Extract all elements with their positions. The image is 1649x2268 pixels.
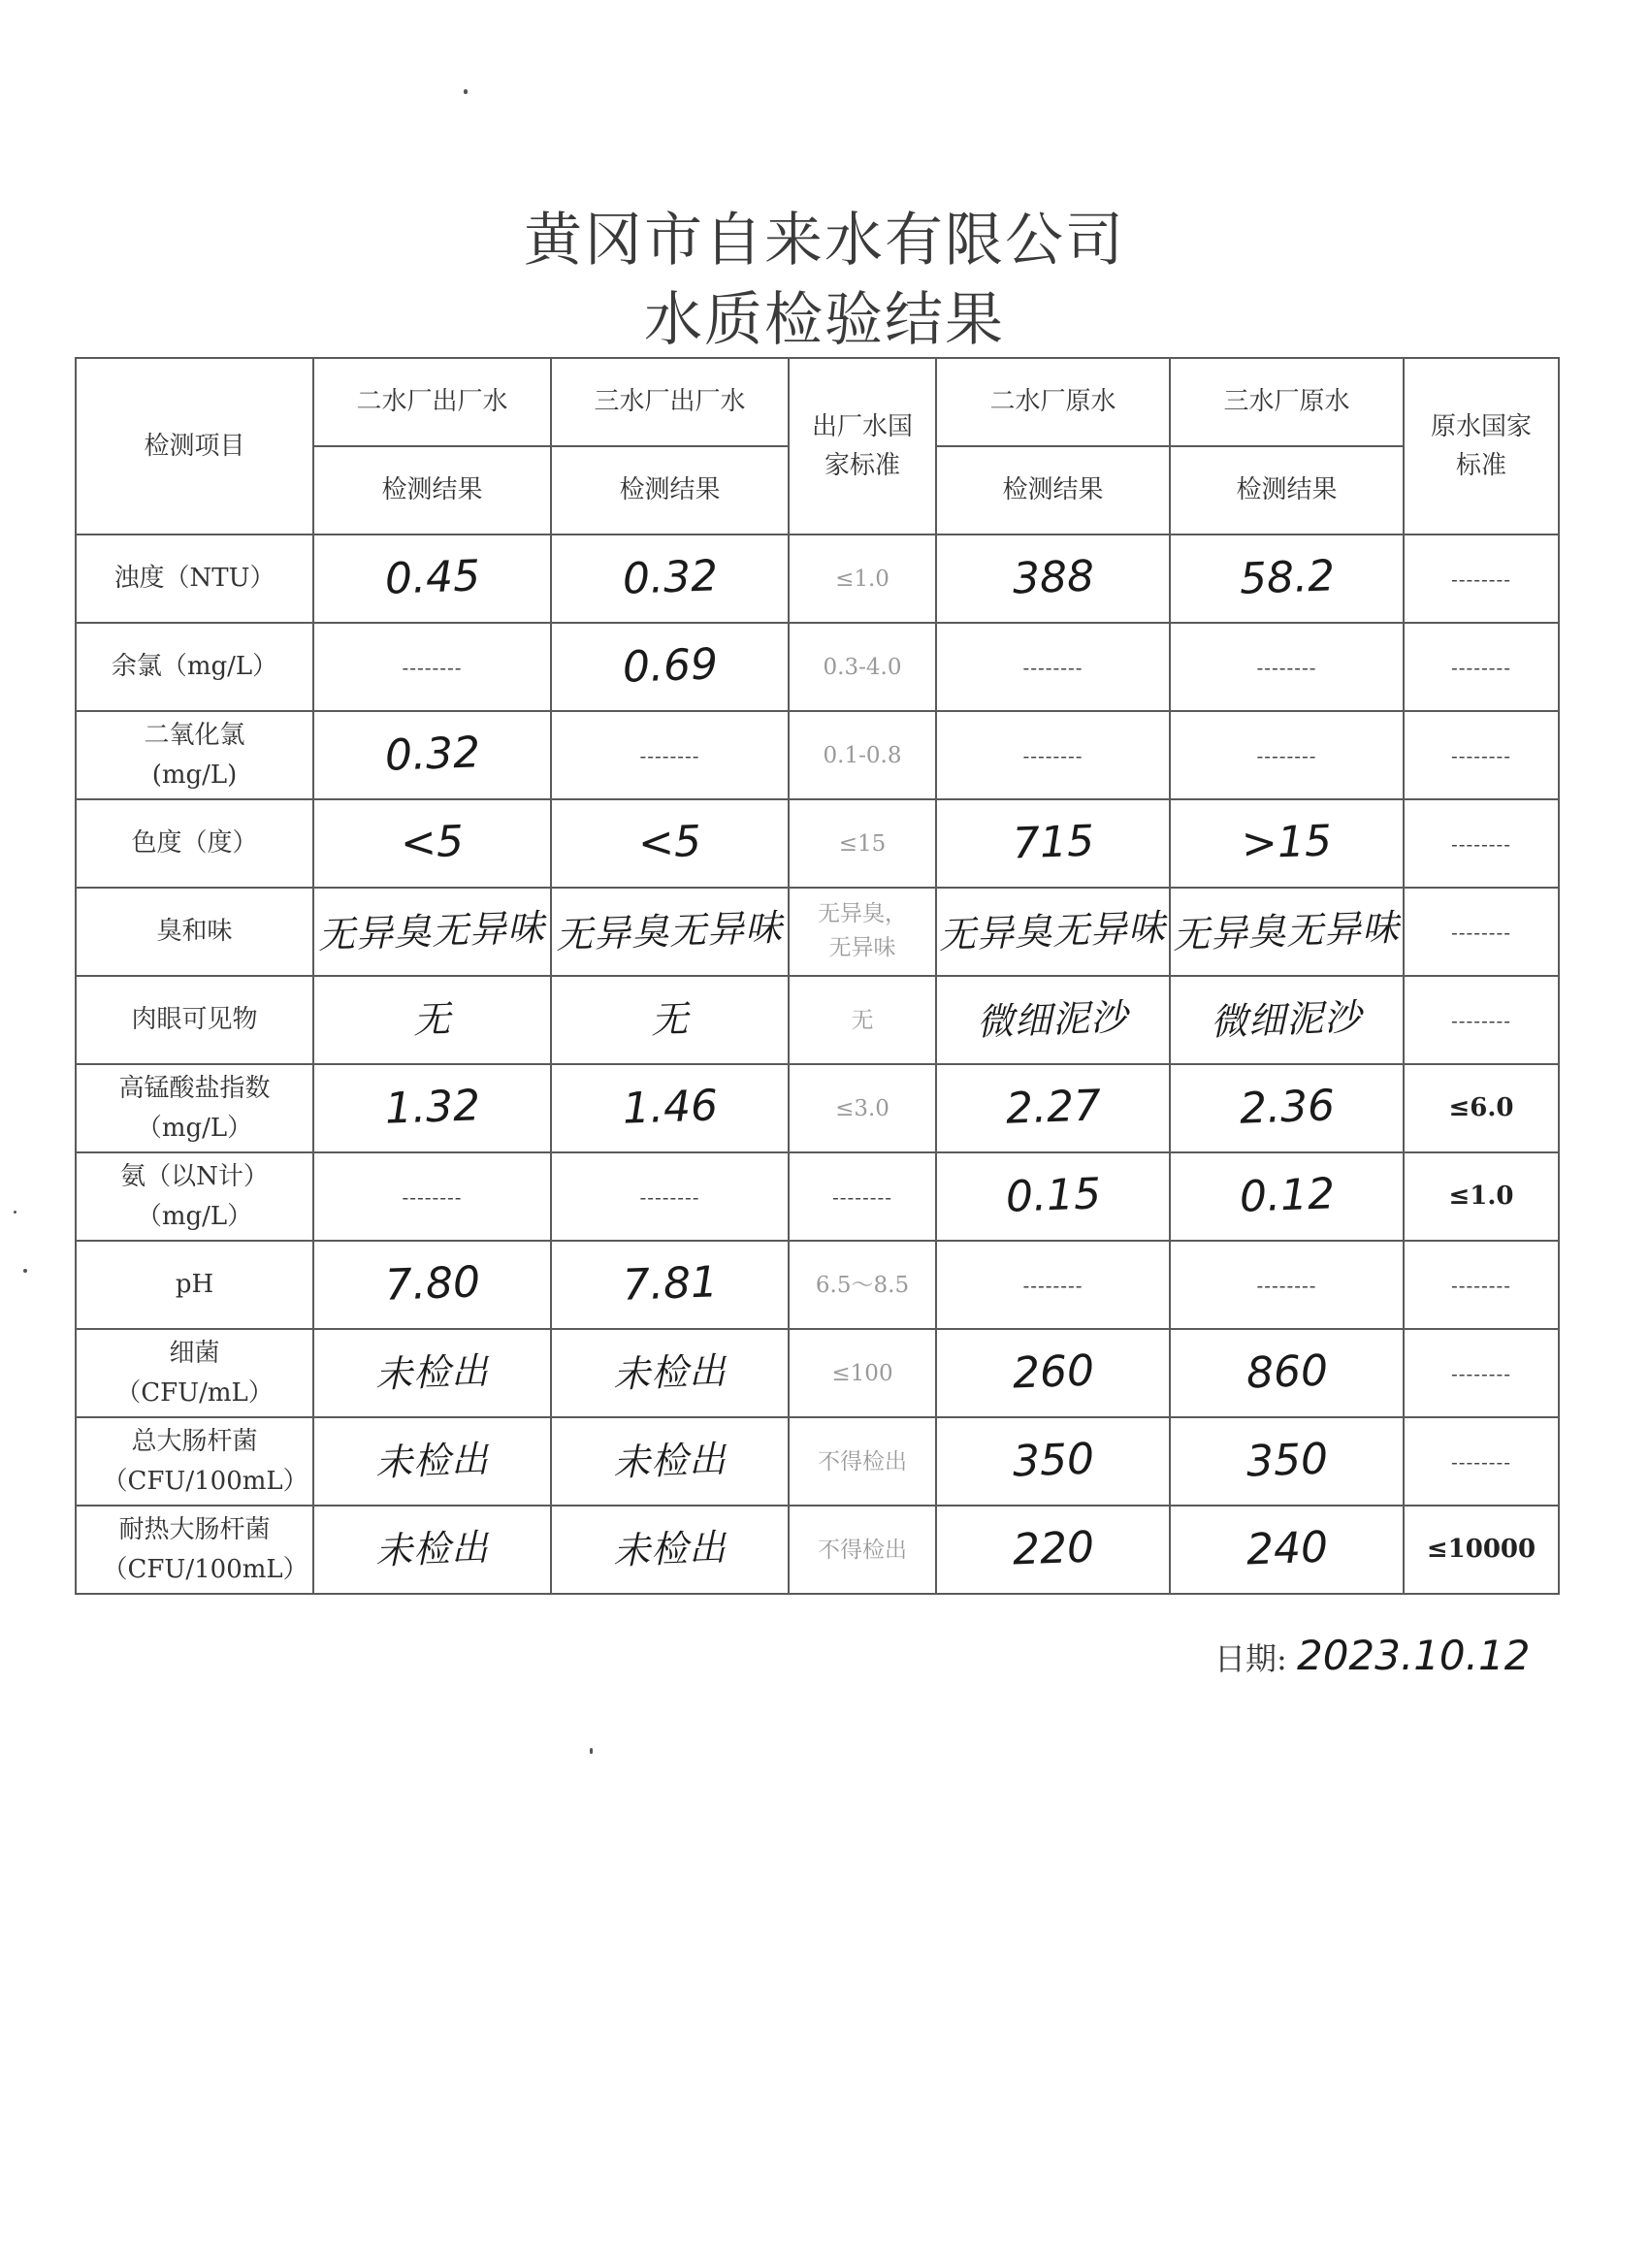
table-body — [76, 535, 1559, 1594]
cell-p3-raw — [1170, 799, 1404, 888]
cell-value: -------- — [639, 744, 700, 768]
cell-p2-out — [313, 1329, 551, 1417]
cell-value: -------- — [1450, 1274, 1512, 1298]
cell-p2-raw — [936, 711, 1170, 799]
cell-p3-out — [551, 888, 789, 976]
cell-item — [76, 623, 313, 711]
cell-p2-out — [313, 1064, 551, 1152]
cell-value: -------- — [1450, 921, 1512, 945]
cell-item — [76, 1417, 313, 1506]
cell-p2-raw — [936, 1506, 1170, 1594]
cell-out-std — [789, 1506, 936, 1594]
cell-value: -------- — [639, 1185, 700, 1210]
cell-value: 1.46 — [621, 1081, 719, 1135]
header-plant3-out: 三水厂出厂水 — [551, 358, 789, 446]
cell-p3-raw — [1170, 711, 1404, 799]
cell-value: -------- — [1450, 1009, 1512, 1033]
cell-out-std — [789, 1241, 936, 1329]
cell-raw-std — [1404, 711, 1559, 799]
cell-value: 未检出 — [374, 1526, 490, 1573]
cell-p2-out — [313, 1417, 551, 1506]
cell-p2-raw — [936, 1417, 1170, 1506]
cell-value: -------- — [402, 1185, 463, 1210]
cell-raw-std — [1404, 888, 1559, 976]
cell-value: 0.69 — [621, 639, 719, 694]
header-plant2-raw: 二水厂原水 — [936, 358, 1170, 446]
table-row — [76, 623, 1559, 711]
cell-value: ≤1.0 — [835, 567, 889, 593]
cell-p3-raw — [1170, 1152, 1404, 1241]
date-label: 日期: — [1214, 1640, 1287, 1677]
cell-value: -------- — [1450, 656, 1512, 680]
cell-value: 0.32 — [621, 551, 719, 605]
header-plant2-out: 二水厂出厂水 — [313, 358, 551, 446]
cell-item — [76, 1329, 313, 1417]
cell-value: 不得检出 — [818, 1538, 907, 1564]
cell-value: 58.2 — [1238, 551, 1336, 605]
cell-value: 260 — [1011, 1345, 1095, 1399]
cell-p2-out — [313, 623, 551, 711]
cell-value: 0.3-4.0 — [823, 655, 902, 681]
cell-item — [76, 799, 313, 888]
cell-value: 0.12 — [1238, 1169, 1336, 1223]
cell-value: 无 — [851, 1008, 874, 1034]
cell-value: 未检出 — [612, 1349, 728, 1397]
cell-raw-std — [1404, 1241, 1559, 1329]
cell-value: 7.80 — [383, 1257, 481, 1312]
cell-p3-raw — [1170, 1417, 1404, 1506]
cell-value: ≤1.0 — [1448, 1182, 1514, 1212]
date — [1214, 1632, 1530, 1679]
cell-p2-out — [313, 711, 551, 799]
cell-value: ≤3.0 — [835, 1096, 889, 1122]
cell-p2-out — [313, 1152, 551, 1241]
item-label: 细菌（CFU/mL） — [115, 1339, 274, 1408]
report-title: 水质检验结果 — [644, 286, 1005, 354]
cell-value: -------- — [1256, 656, 1317, 680]
cell-out-std — [789, 1152, 936, 1241]
cell-raw-std — [1404, 799, 1559, 888]
cell-p3-raw — [1170, 623, 1404, 711]
cell-p3-raw — [1170, 1506, 1404, 1594]
date-value: 2023.10.12 — [1296, 1632, 1531, 1679]
cell-value: 7.81 — [621, 1257, 719, 1312]
cell-value: -------- — [1450, 744, 1512, 768]
cell-value: 微细泥沙 — [1210, 995, 1364, 1044]
cell-p2-out — [313, 1506, 551, 1594]
header-raw-std — [1404, 358, 1559, 535]
cell-item — [76, 888, 313, 976]
cell-out-std — [789, 976, 936, 1064]
item-label: 浊度（NTU） — [113, 564, 275, 594]
cell-value: -------- — [1256, 1274, 1317, 1298]
cell-out-std — [789, 623, 936, 711]
cell-item — [76, 535, 313, 623]
cell-value: 0.32 — [383, 728, 481, 782]
item-label: 耐热大肠杆菌（CFU/100mL） — [102, 1515, 308, 1584]
cell-value: 350 — [1011, 1434, 1095, 1487]
item-label: 余氯（mg/L） — [111, 652, 278, 682]
cell-p3-raw — [1170, 535, 1404, 623]
cell-raw-std — [1404, 1417, 1559, 1506]
cell-out-std — [789, 1064, 936, 1152]
cell-p2-raw — [936, 535, 1170, 623]
cell-value: 240 — [1245, 1522, 1329, 1575]
cell-value: -------- — [402, 656, 463, 680]
cell-p3-out — [551, 535, 789, 623]
cell-p3-raw — [1170, 1241, 1404, 1329]
cell-value: -------- — [1450, 832, 1512, 857]
cell-value: <5 — [637, 817, 702, 869]
cell-p2-raw — [936, 976, 1170, 1064]
cell-item — [76, 1241, 313, 1329]
cell-p2-out — [313, 888, 551, 976]
cell-p2-raw — [936, 1241, 1170, 1329]
cell-value: ≤15 — [838, 831, 887, 858]
header-out-std-label: 出厂水国家标准 — [811, 411, 913, 480]
cell-p3-raw — [1170, 1329, 1404, 1417]
cell-value: >15 — [1241, 816, 1333, 870]
cell-item — [76, 1506, 313, 1594]
cell-p3-out — [551, 711, 789, 799]
cell-value: -------- — [1022, 656, 1083, 680]
cell-value: 无异臭无异味 — [317, 905, 547, 957]
cell-value: 350 — [1245, 1434, 1329, 1487]
cell-value: -------- — [1450, 567, 1512, 592]
sub-result: 检测结果 — [313, 446, 551, 535]
cell-value: 860 — [1245, 1345, 1329, 1399]
cell-p2-raw — [936, 1152, 1170, 1241]
item-label: 总大肠杆菌（CFU/100mL） — [102, 1427, 308, 1496]
cell-raw-std — [1404, 1064, 1559, 1152]
cell-p2-raw — [936, 799, 1170, 888]
table-row — [76, 1506, 1559, 1594]
cell-item — [76, 1152, 313, 1241]
cell-p3-raw — [1170, 1064, 1404, 1152]
company-name: 黄冈市自来水有限公司 — [524, 207, 1125, 275]
cell-p2-raw — [936, 1329, 1170, 1417]
table-row — [76, 888, 1559, 976]
cell-p2-raw — [936, 623, 1170, 711]
cell-value: 未检出 — [374, 1438, 490, 1485]
cell-out-std — [789, 888, 936, 976]
cell-raw-std — [1404, 1329, 1559, 1417]
table-row — [76, 799, 1559, 888]
cell-value: -------- — [1022, 1274, 1083, 1298]
cell-value: -------- — [1022, 744, 1083, 768]
cell-value: 无异臭，无异味 — [818, 900, 907, 961]
cell-p2-raw — [936, 1064, 1170, 1152]
cell-value: 2.36 — [1238, 1081, 1336, 1135]
table-row — [76, 1064, 1559, 1152]
sub-result: 检测结果 — [1170, 446, 1404, 535]
cell-out-std — [789, 535, 936, 623]
cell-p3-out — [551, 1506, 789, 1594]
header-plant3-raw: 三水厂原水 — [1170, 358, 1404, 446]
cell-value: 220 — [1011, 1522, 1095, 1575]
cell-out-std — [789, 799, 936, 888]
item-label: 色度（度） — [131, 828, 258, 859]
cell-value: ≤6.0 — [1448, 1093, 1514, 1123]
cell-raw-std — [1404, 976, 1559, 1064]
cell-value: 388 — [1011, 551, 1095, 604]
cell-value: 无 — [650, 997, 690, 1042]
cell-p3-raw — [1170, 888, 1404, 976]
sub-result: 检测结果 — [551, 446, 789, 535]
header-out-std — [789, 358, 936, 535]
cell-p3-out — [551, 1417, 789, 1506]
cell-value: 无 — [412, 997, 452, 1042]
cell-item — [76, 976, 313, 1064]
item-label: 二氧化氯(mg/L) — [144, 721, 245, 790]
item-label: 臭和味 — [156, 917, 233, 947]
cell-p3-out — [551, 1152, 789, 1241]
cell-p3-out — [551, 1329, 789, 1417]
cell-p2-out — [313, 535, 551, 623]
cell-value: 715 — [1011, 816, 1095, 869]
cell-p3-out — [551, 1241, 789, 1329]
sub-result: 检测结果 — [936, 446, 1170, 535]
cell-value: -------- — [831, 1185, 893, 1210]
cell-value: -------- — [1256, 744, 1317, 768]
cell-p3-raw — [1170, 976, 1404, 1064]
cell-p3-out — [551, 799, 789, 888]
table-row — [76, 976, 1559, 1064]
item-label: pH — [175, 1270, 214, 1300]
cell-value: 6.5～8.5 — [815, 1273, 910, 1299]
cell-value: ≤10000 — [1426, 1535, 1536, 1565]
cell-item — [76, 1064, 313, 1152]
header-raw-std-label: 原水国家标准 — [1430, 411, 1532, 480]
cell-p3-out — [551, 976, 789, 1064]
cell-value: 未检出 — [612, 1438, 728, 1485]
cell-out-std — [789, 1417, 936, 1506]
cell-value: 0.1-0.8 — [823, 743, 902, 769]
cell-p3-out — [551, 1064, 789, 1152]
cell-value: 2.27 — [1004, 1081, 1102, 1135]
header-item: 检测项目 — [76, 358, 313, 535]
cell-raw-std — [1404, 1152, 1559, 1241]
cell-value: -------- — [1450, 1362, 1512, 1386]
cell-value: <5 — [400, 817, 465, 869]
cell-p2-raw — [936, 888, 1170, 976]
cell-raw-std — [1404, 623, 1559, 711]
cell-value: 无异臭无异味 — [555, 905, 785, 957]
cell-p2-out — [313, 1241, 551, 1329]
cell-value: 0.15 — [1004, 1169, 1102, 1223]
item-label: 肉眼可见物 — [131, 1005, 258, 1035]
cell-raw-std — [1404, 1506, 1559, 1594]
cell-value: 无异臭无异味 — [1172, 905, 1402, 957]
cell-value: 无异臭无异味 — [938, 905, 1168, 957]
item-label: 氨（以N计）（mg/L） — [120, 1162, 269, 1231]
water-quality-table — [75, 357, 1560, 1595]
cell-value: ≤100 — [831, 1361, 893, 1387]
cell-out-std — [789, 711, 936, 799]
table-row — [76, 1152, 1559, 1241]
table-row — [76, 711, 1559, 799]
cell-value: 1.32 — [383, 1081, 481, 1135]
cell-item — [76, 711, 313, 799]
cell-value: 未检出 — [612, 1526, 728, 1573]
cell-p2-out — [313, 976, 551, 1064]
cell-p2-out — [313, 799, 551, 888]
cell-value: 未检出 — [374, 1349, 490, 1397]
table-row — [76, 1417, 1559, 1506]
table-row — [76, 1329, 1559, 1417]
cell-value: -------- — [1450, 1450, 1512, 1474]
cell-value: 不得检出 — [818, 1449, 907, 1475]
table-row — [76, 535, 1559, 623]
cell-value: 微细泥沙 — [976, 995, 1130, 1044]
cell-value: 0.45 — [383, 551, 481, 605]
cell-p3-out — [551, 623, 789, 711]
cell-raw-std — [1404, 535, 1559, 623]
item-label: 高锰酸盐指数（mg/L） — [118, 1074, 271, 1143]
cell-out-std — [789, 1329, 936, 1417]
table-row — [76, 1241, 1559, 1329]
